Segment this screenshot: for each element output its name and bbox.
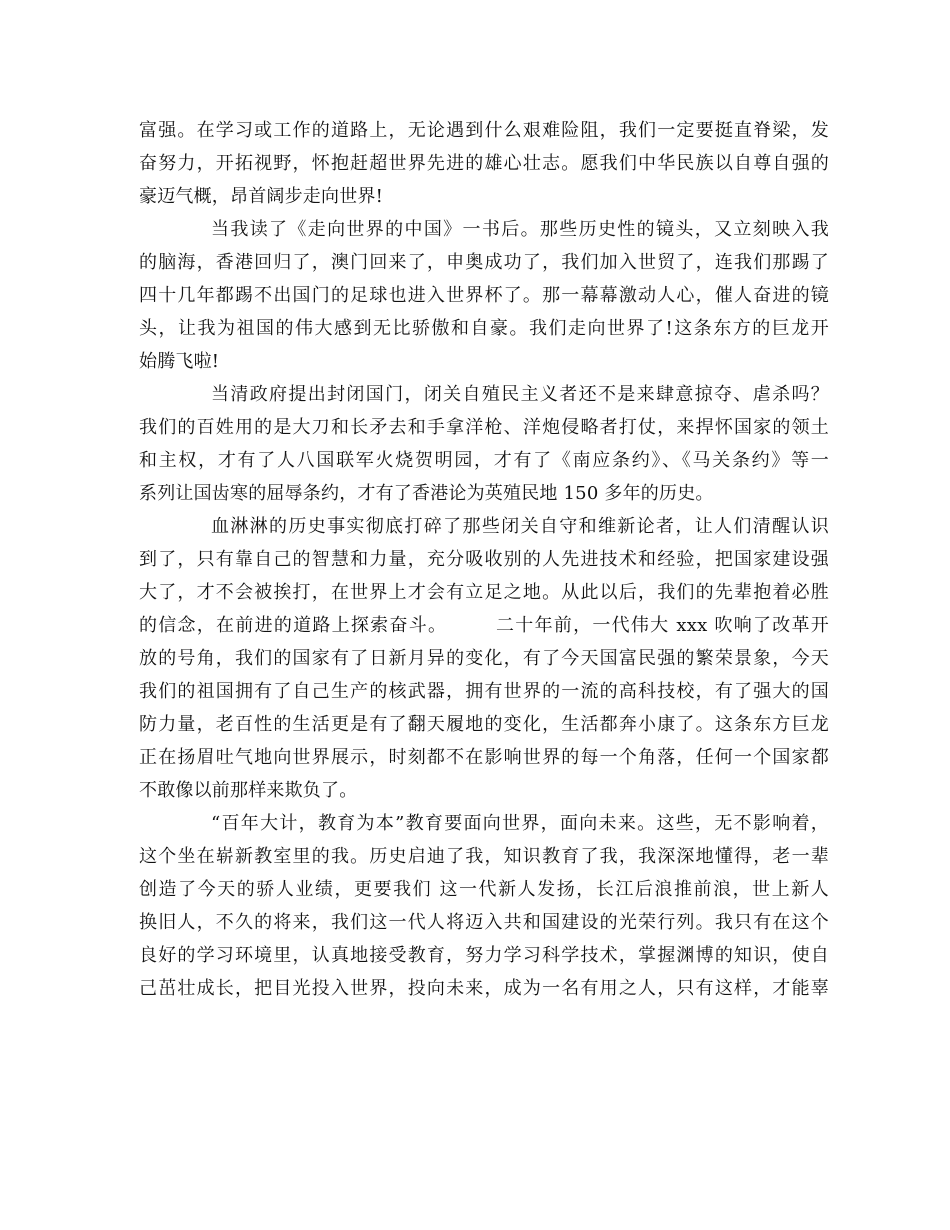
text-line: 我们的祖国拥有了自己生产的核武器，拥有世界的一流的高科技校，有了强大的国: [139, 681, 829, 702]
text-line: 换旧人，不久的将来，我们这一代人将迈入共和国建设的光荣行列。我只有在这个: [139, 912, 829, 933]
text-line: 当清政府提出封闭国门，闭关自殖民主义者还不是来肆意掠夺、虐杀吗？: [211, 384, 829, 405]
text-line: 和主权，才有了人八国联军火烧贺明园，才有了《南应条约》、《马关条约》等一: [139, 450, 829, 471]
text-line: 放的号角，我们的国家有了日新月异的变化，有了今天国富民强的繁荣景象，今天: [139, 648, 829, 669]
text-line: 富强。在学习或工作的道路上，无论遇到什么艰难险阻，我们一定要挺直脊梁，发: [139, 120, 829, 141]
text-line: 到了，只有靠自己的智慧和力量，充分吸收别的人先进技术和经验，把国家建设强: [139, 549, 829, 570]
document-body: [139, 114, 829, 1005]
text-line: 奋努力，开拓视野，怀抱赶超世界先进的雄心壮志。愿我们中华民族以自尊自强的: [139, 153, 829, 174]
text-line: 这个坐在崭新教室里的我。历史启迪了我，知识教育了我，我深深地懂得，老一辈: [139, 846, 829, 867]
text-line: 豪迈气概，昂首阔步走向世界!: [139, 186, 384, 207]
text-line: 良好的学习环境里，认真地接受教育，努力学习科学技术，掌握渊博的知识，使自: [139, 945, 829, 966]
text-line: 的脑海，香港回归了，澳门回来了，申奥成功了，我们加入世贸了，连我们那踢了: [139, 252, 829, 273]
text-line: 四十几年都踢不出国门的足球也进入世界杯了。那一幕幕激动人心，催人奋进的镜: [139, 285, 829, 306]
text-line: 防力量，老百性的生活更是有了翻天履地的变化，生活都奔小康了。这条东方巨龙: [139, 714, 829, 735]
text-line: 系列让国齿寒的屈辱条约，才有了香港论为英殖民地 150 多年的历史。: [139, 483, 714, 504]
text-line: 血淋淋的历史事实彻底打碎了那些闭关自守和维新论者，让人们清醒认识: [211, 516, 829, 537]
text-line: 不敢像以前那样来欺负了。: [139, 780, 358, 801]
text-line: 大了，才不会被挨打，在世界上才会有立足之地。从此以后，我们的先辈抱着必胜: [139, 582, 829, 603]
text-line: 的信念，在前进的道路上探索奋斗。 二十年前，一代伟大 xxx 吹响了改革开: [139, 615, 829, 636]
text-line: 始腾飞啦!: [139, 351, 220, 372]
text-line: “百年大计，教育为本”教育要面向世界，面向未来。这些，无不影响着，: [211, 813, 829, 834]
text-line: 己茁壮成长，把目光投入世界，投向未来，成为一名有用之人，只有这样，才能辜: [139, 978, 829, 999]
text-line: 正在扬眉吐气地向世界展示，时刻都不在影响世界的每一个角落，任何一个国家都: [139, 747, 829, 768]
text-line: 我们的百姓用的是大刀和长矛去和手拿洋枪、洋炮侵略者打仗，来捍怀国家的领土: [139, 417, 829, 438]
text-line: 头，让我为祖国的伟大感到无比骄傲和自豪。我们走向世界了!这条东方的巨龙开: [139, 318, 829, 339]
text-line: 当我读了《走向世界的中国》一书后。那些历史性的镜头，又立刻映入我: [211, 219, 829, 240]
text-line: 创造了今天的骄人业绩，更要我们 这一代新人发扬，长江后浪推前浪，世上新人: [139, 879, 829, 900]
